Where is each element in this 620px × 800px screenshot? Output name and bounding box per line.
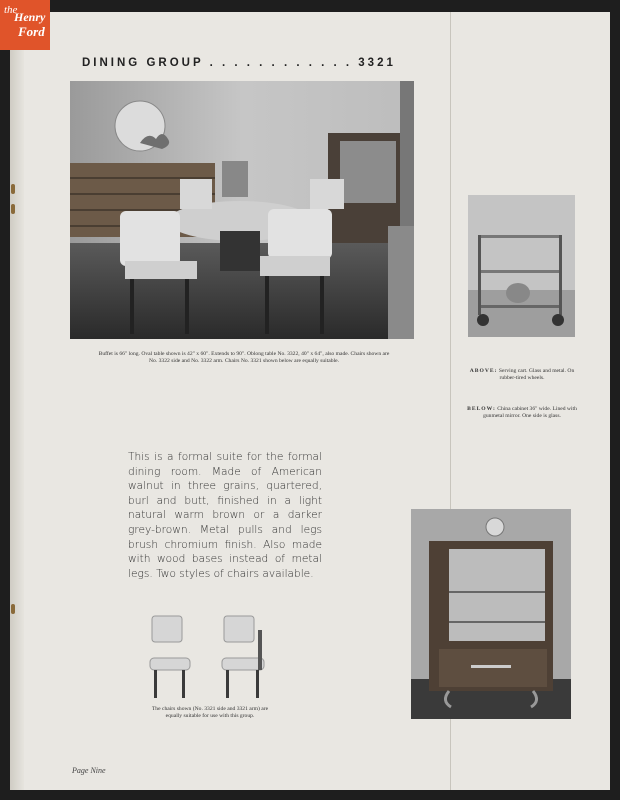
logo-line-1: the xyxy=(4,4,18,16)
above-caption xyxy=(466,368,578,381)
below-text: China cabinet 36" wide. Lined with gunmetal mirror. One side is glass. xyxy=(483,406,577,419)
chairs-3321-photo xyxy=(146,614,274,702)
above-label: ABOVE: xyxy=(469,368,498,374)
serving-cart-photo xyxy=(468,195,575,337)
logo-line-3: Ford xyxy=(18,24,45,39)
dining-room-photo xyxy=(70,81,414,339)
binder-mark xyxy=(11,184,15,194)
binder-mark xyxy=(11,204,15,214)
page-title: DINING GROUP . . . . . . . . . . . . 3321 xyxy=(82,57,396,69)
below-label: BELOW: xyxy=(467,406,496,412)
page-number: Page Nine xyxy=(72,766,106,775)
china-cabinet-photo xyxy=(411,509,571,719)
above-text: Serving cart. Glass and metal. On rubber-tired wheels. xyxy=(498,368,575,381)
catalog-page xyxy=(10,12,610,790)
logo-line-2: Henry xyxy=(14,10,46,24)
below-caption xyxy=(466,406,578,419)
description-paragraph: This is a formal suite for the formal dining room. Made of American walnut in three grains, quartered, burl and butt, finished in a light natural warm brown or a darker grey-brown. Metal pulls and legs brush chromium finish. Also made with wood bases instead of metal legs. Two styles of chairs available. xyxy=(128,451,322,580)
chairs-caption: The chairs shown (No. 3321 side and 3321 arm) are equally suitable for use with this group. xyxy=(151,706,269,719)
page-spine xyxy=(10,12,24,790)
binder-mark xyxy=(11,604,15,614)
main-photo-caption: Buffet is 66" long. Oval table shown is 42" x 60". Extends to 90". Oblong table No. 3322, 40" x 64", also made. Chairs shown are No. 3322 side and No. 3322 arm. Chairs No. 3321 shown below are equally suitable. xyxy=(98,351,390,364)
henry-ford-logo xyxy=(0,0,50,50)
